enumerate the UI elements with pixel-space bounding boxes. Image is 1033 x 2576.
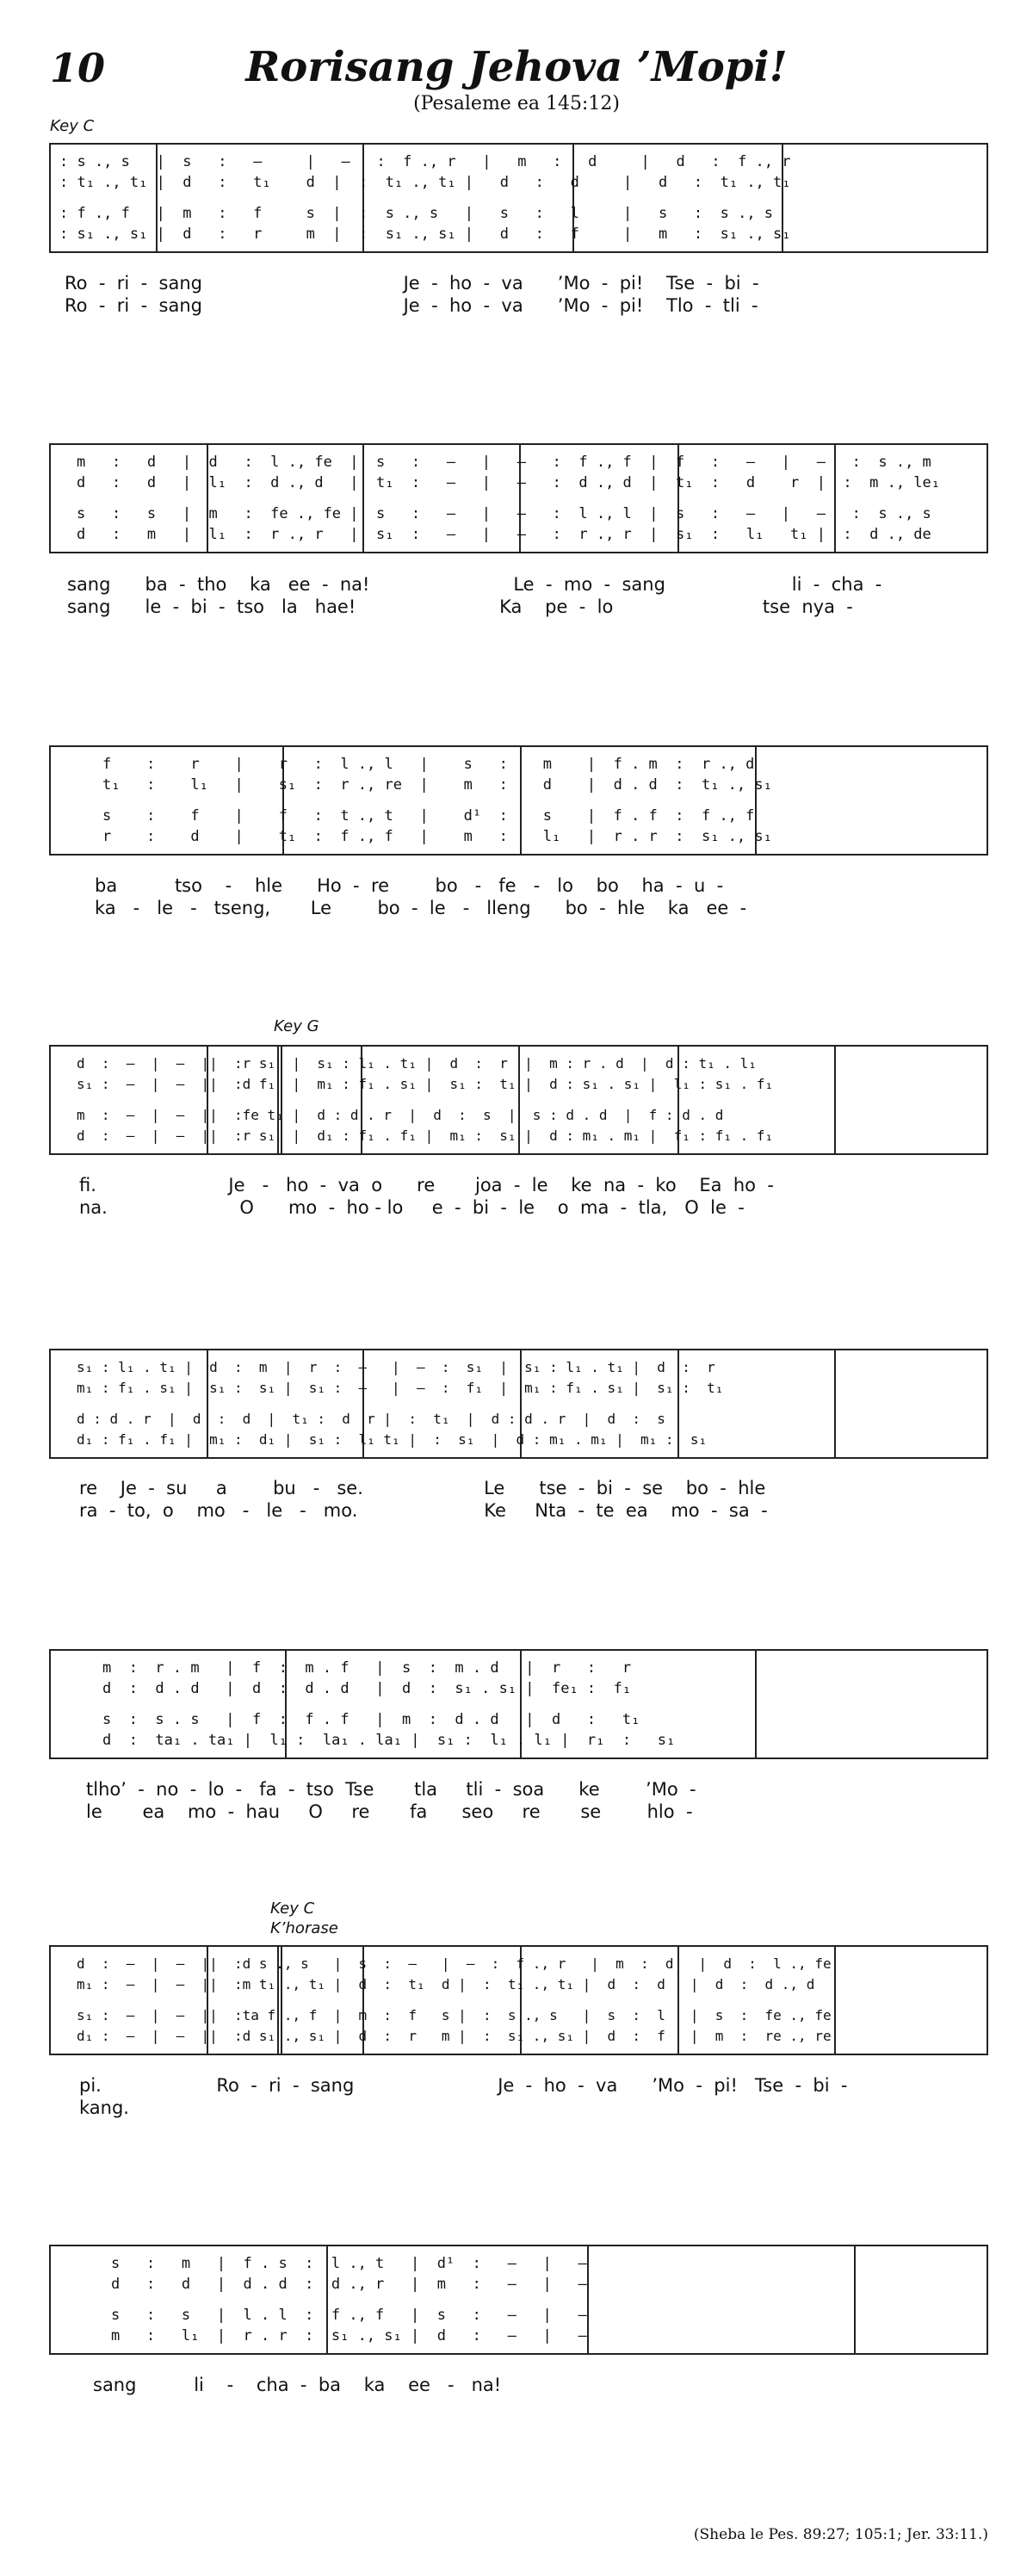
lyrics-line: ba tso - hle Ho - re bo - fe - lo bo ha - u - <box>95 875 724 896</box>
footnote: (Sheba le Pes. 89:27; 105:1; Jer. 33:11.) <box>693 2526 988 2543</box>
song-number: 10 <box>50 45 106 91</box>
chorus-label: K’horase <box>270 1919 338 1937</box>
music-system <box>49 143 988 253</box>
music-system <box>49 443 988 553</box>
key-label: Key C <box>50 117 95 135</box>
notes-line: : t₁ ., t₁ | d : t₁ d | : t₁ ., t₁ | d : d | d : t₁ ., t₁ <box>59 174 791 191</box>
notes-line: s : f | f : t ., t | d¹ : s | f . f : f ., f <box>102 807 755 825</box>
notes-line: d₁ : f₁ . f₁ | m₁ : d₁ | s₁ : l₁ t₁ | : s₁ | d : m₁ . m₁ | m₁ : s₁ <box>77 1431 708 1448</box>
song-title: Rorisang Jehova ’Mopi! <box>245 43 788 91</box>
lyrics-line: le ea mo - hau O re fa seo re se hlo - <box>86 1801 693 1822</box>
music-system <box>49 2245 988 2355</box>
notes-line: s₁ : — | — || :d f₁ | m₁ : f₁ . s₁ | s₁ : t₁ | d : s₁ . s₁ | l₁ : s₁ . f₁ <box>77 1076 774 1092</box>
lyrics-line: ka - le - tseng, Le bo - le - lleng bo - hle ka ee - <box>95 898 747 918</box>
notes-line: m : l₁ | r . r : s₁ ., s₁ | d : — | — <box>111 2327 587 2344</box>
notes-line: m₁ : — | — || :m t₁ ., t₁ | d : t₁ d | : t₁ ., t₁ | d : d | d : d ., d <box>77 1976 815 1992</box>
notes-line: : s ., s | s : — | — : f ., r | m : d | d : f ., r <box>59 153 791 170</box>
notes-line: d : d | l₁ : d ., d | t₁ : — | — : d ., d | t₁ : d r | : m ., le₁ <box>77 474 941 491</box>
music-system <box>49 1945 988 2055</box>
lyrics-line: sang li - cha - ba ka ee - na! <box>93 2375 502 2395</box>
notes-line: d : d | d . d : d ., r | m : — | — <box>111 2276 587 2293</box>
lyrics-line: Ro - ri - sang Je - ho - va ’Mo - pi! Tlo - tli - <box>65 295 758 316</box>
notes-line: d : ta₁ . ta₁ | l₁ : la₁ . la₁ | s₁ : l₁ . l₁ | r₁ : s₁ <box>102 1732 676 1749</box>
notes-line: s : m | f . s : l ., t | d¹ : — | — <box>111 2255 587 2272</box>
lyrics-line: sang le - bi - tso la hae! Ka pe - lo tse nya - <box>67 596 853 617</box>
notes-line: m : — | — || :fe t₁ | d : d . r | d : s | s : d . d | f : d . d <box>77 1107 724 1123</box>
notes-line: t₁ : l₁ | s₁ : r ., re | m : d | d . d : t₁ ., s₁ <box>102 776 772 794</box>
notes-line: d₁ : — | — || :d s₁ ., s₁ | d : r m | : s₁ ., s₁ | d : f | m : re ., re <box>77 2028 832 2044</box>
notes-line: : s₁ ., s₁ | d : r m | : s₁ ., s₁ | d : f | m : s₁ ., s₁ <box>59 225 791 243</box>
notes-line: d : d . d | d : d . d | d : s₁ . s₁ | fe₁ : f₁ <box>102 1680 632 1697</box>
lyrics-line: re Je - su a bu - se. Le tse - bi - se bo - hle <box>79 1478 766 1498</box>
lyrics-line: pi. Ro - ri - sang Je - ho - va ’Mo - pi! Tse - bi - <box>79 2075 848 2096</box>
lyrics-line: ra - to, o mo - le - mo. Ke Nta - te ea mo - sa - <box>79 1500 768 1521</box>
notes-line: d : — | — || :r s₁ | s₁ : l₁ . t₁ | d : r | m : r . d | d : t₁ . l₁ <box>77 1055 757 1072</box>
notes-line: s₁ : l₁ . t₁ | d : m | r : — | — : s₁ | s₁ : l₁ . t₁ | d : r <box>77 1359 715 1375</box>
lyrics-line: sang ba - tho ka ee - na! Le - mo - sang li - cha - <box>67 574 882 595</box>
notes-line: d : m | l₁ : r ., r | s₁ : — | — : r ., r | s₁ : l₁ t₁ | : d ., de <box>77 526 931 543</box>
lyrics-line: fi. Je - ho - va o re joa - le ke na - ko Ea ho - <box>79 1175 774 1195</box>
notes-line: s : s | m : fe ., fe | s : — | — : l ., l | s : — | — : s ., s <box>77 505 931 522</box>
notes-line: d : d . r | d : d | t₁ : d r | : t₁ | d : d . r | d : s <box>77 1411 665 1427</box>
lyrics-line: Ro - ri - sang Je - ho - va ’Mo - pi! Tse - bi - <box>65 273 759 293</box>
lyrics-line: tlho’ - no - lo - fa - tso Tse tla tli - soa ke ’Mo - <box>86 1779 696 1800</box>
music-system <box>49 1349 988 1459</box>
music-system <box>49 1649 988 1759</box>
notes-line: d : — | — || :d s ., s | s : — | — : f ., r | m : d | d : l ., fe <box>77 1955 832 1972</box>
lyrics-line: kang. <box>79 2097 129 2118</box>
notes-line: r : d | t₁ : f ., f | m : l₁ | r . r : s₁ ., s₁ <box>102 828 772 845</box>
notes-line: m : d | d : l ., fe | s : — | — : f ., f | f : — | — : s ., m <box>77 454 931 471</box>
song-subtitle: (Pesaleme ea 145:12) <box>413 93 620 114</box>
notes-line: f : r | r : l ., l | s : m | f . m : r ., d <box>102 756 755 773</box>
notes-line: : f ., f | m : f s | : s ., s | s : l | s : s ., s <box>59 205 774 222</box>
music-system <box>49 1045 988 1155</box>
key-label: Key C <box>270 1900 315 1918</box>
notes-line: s : s . s | f : f . f | m : d . d | d : t₁ <box>102 1711 640 1728</box>
notes-line: s : s | l . l : f ., f | s : — | — <box>111 2307 587 2324</box>
notes-line: s₁ : — | — || :ta f ., f | m : f s | : s ., s | s : l | s : fe ., fe <box>77 2007 832 2023</box>
notes-line: d : — | — || :r s₁ | d₁ : f₁ . f₁ | m₁ : s₁ | d : m₁ . m₁ | f₁ : f₁ . f₁ <box>77 1127 774 1144</box>
key-label: Key G <box>274 1017 319 1035</box>
notes-line: m : r . m | f : m . f | s : m . d | r : r <box>102 1659 632 1677</box>
lyrics-line: na. O mo - ho - lo e - bi - le o ma - tla, O le - <box>79 1197 745 1218</box>
music-system <box>49 745 988 856</box>
notes-line: m₁ : f₁ . s₁ | s₁ : s₁ | s₁ : — | — : f₁ | m₁ : f₁ . s₁ | s₁ : t₁ <box>77 1380 724 1396</box>
